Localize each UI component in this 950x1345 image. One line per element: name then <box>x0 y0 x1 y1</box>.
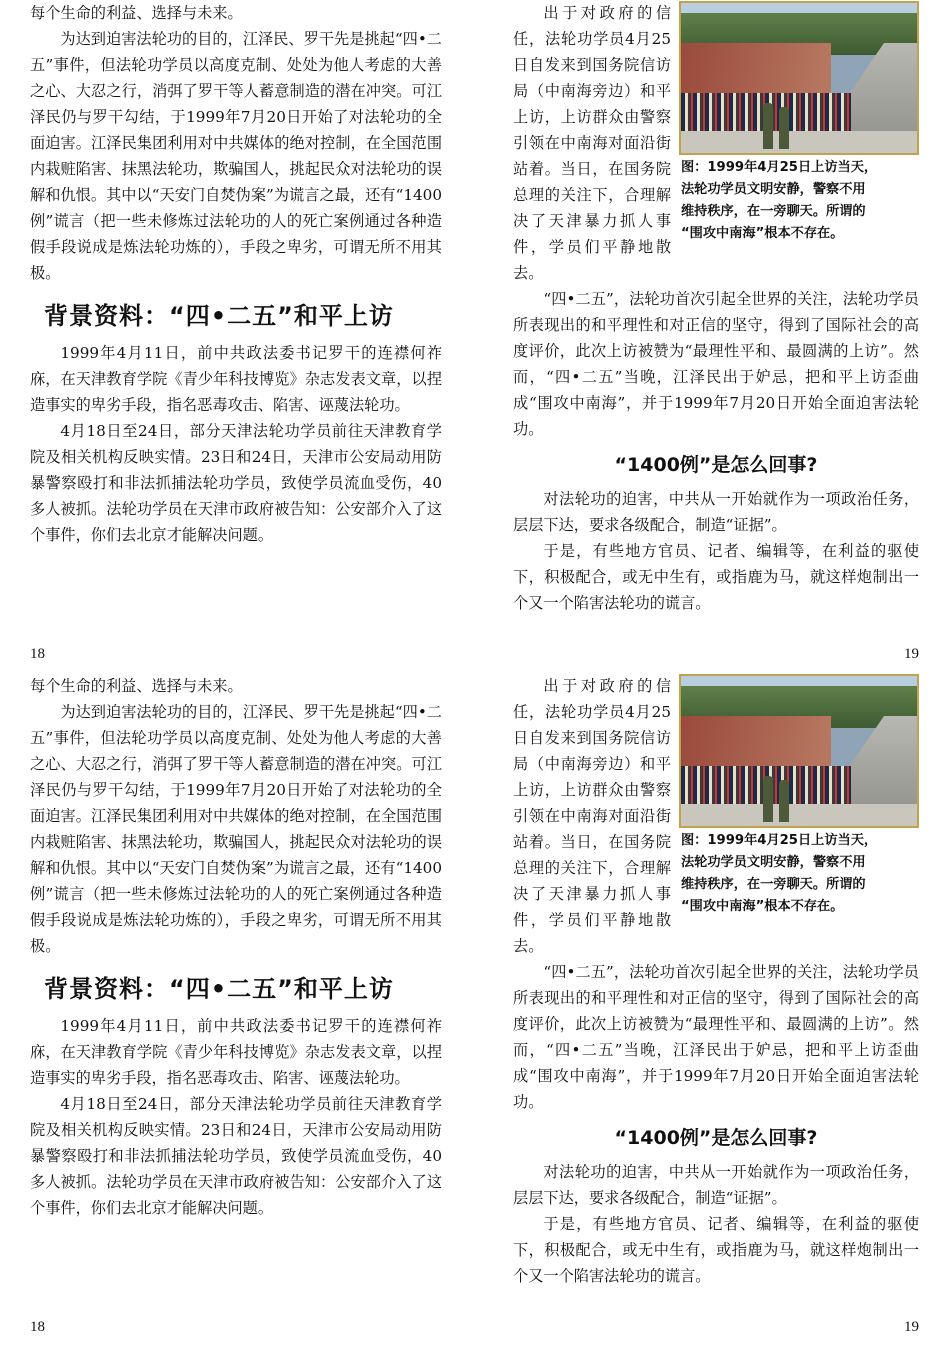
page-19 <box>513 0 919 672</box>
paragraph: 每个生命的利益、选择与未来。 <box>30 4 243 22</box>
spread-top <box>0 0 950 672</box>
caption-line: 法轮功学员文明安静，警察不用 <box>681 855 866 870</box>
paragraph: 为达到迫害法轮功的目的，江泽民、罗干先是挑起“四•二五”事件，但法轮功学员以高度克制、处处为他人考虑的大善之心、大忍之行，消弭了罗干等人蓄意制造的潜在冲突。可江泽民仍与罗干勾结，于1999年7月20日开始了对法轮功的全面迫害。江泽民集团利用对中共媒体的绝对控制，在全国范围内栽赃陷害、抹黑法轮功，欺骗国人，挑起民众对法轮功的误解和仇恨。其中以“天安门自焚伪案”为谎言之最，还有“1400例”谎言（把一些未修炼过法轮功的人的死亡案例通过各种造假手段说成是炼法轮功炼的），手段之卑劣，可谓无所不用其极。 <box>30 703 442 955</box>
paragraph: 为达到迫害法轮功的目的，江泽民、罗干先是挑起“四•二五”事件，但法轮功学员以高度克制、处处为他人考虑的大善之心、大忍之行，消弭了罗干等人蓄意制造的潜在冲突。可江泽民仍与罗干勾结，于1999年7月20日开始了对法轮功的全面迫害。江泽民集团利用对中共媒体的绝对控制，在全国范围内栽赃陷害、抹黑法轮功，欺骗国人，挑起民众对法轮功的误解和仇恨。其中以“天安门自焚伪案”为谎言之最，还有“1400例”谎言（把一些未修炼过法轮功的人的死亡案例通过各种造假手段说成是炼法轮功炼的），手段之卑劣，可谓无所不用其极。 <box>30 30 442 282</box>
paragraph: “四•二五”，法轮功首次引起全世界的关注，法轮功学员所表现出的和平理性和对正信的坚守，得到了国际社会的高度评价，此次上访被赞为“最理性平和、最圆满的上访”。然而，“四•二五”当晚，江泽民出于妒忌，把和平上访歪曲成“围攻中南海”，并于1999年7月20日开始全面迫害法轮功。 <box>513 963 919 1111</box>
paragraph: 4月18日至24日，部分天津法轮功学员前往天津教育学院及相关机构反映实情。23日和24日，天津市公安局动用防暴警察殴打和非法抓捕法轮功学员，致使学员流血受伤，40多人被抓。法轮功学员在天津市政府被告知：公安部介入了这个事件，你们去北京才能解决问题。 <box>30 1095 442 1217</box>
photo-figure <box>679 1 919 245</box>
caption-line: 法轮功学员文明安静，警察不用 <box>681 182 866 197</box>
page-number: 19 <box>904 1319 919 1335</box>
caption-line: “围攻中南海”根本不存在。 <box>681 226 844 241</box>
paragraph: 于是，有些地方官员、记者、编辑等，在利益的驱使下，积极配合，或无中生有，或指鹿为马，就这样炮制出一个又一个陷害法轮功的谎言。 <box>513 1215 919 1285</box>
paragraph: 出于对政府的信任，法轮功学员4月25日自发来到国务院信访局（中南海旁边）和平上访，上访群众由警察引领在中南海对面沿街站着。当日，在国务院总理的关注下，合理解决了天津暴力抓人事件，学员们平静地散去。 <box>513 677 671 955</box>
paragraph: “四•二五”，法轮功首次引起全世界的关注，法轮功学员所表现出的和平理性和对正信的坚守，得到了国际社会的高度评价，此次上访被赞为“最理性平和、最圆满的上访”。然而，“四•二五”当晚，江泽民出于妒忌，把和平上访歪曲成“围攻中南海”，并于1999年7月20日开始全面迫害法轮功。 <box>513 290 919 438</box>
photo-crowd-icon <box>679 674 919 828</box>
paragraph: 于是，有些地方官员、记者、编辑等，在利益的驱使下，积极配合，或无中生有，或指鹿为马，就这样炮制出一个又一个陷害法轮功的谎言。 <box>513 542 919 612</box>
page-number: 18 <box>30 646 45 662</box>
section-heading: 背景资料：“四•二五”和平上访 <box>44 302 394 330</box>
photo-figure <box>679 674 919 918</box>
paragraph: 每个生命的利益、选择与未来。 <box>30 677 243 695</box>
section-subheading: “1400例”是怎么回事? <box>614 1127 818 1149</box>
paragraph: 1999年4月11日，前中共政法委书记罗干的连襟何祚庥，在天津教育学院《青少年科技博览》杂志发表文章，以捏造事实的卑劣手段，指名恶毒攻击、陷害、诬蔑法轮功。 <box>30 344 442 414</box>
section-subheading: “1400例”是怎么回事? <box>614 454 818 476</box>
page-18 <box>30 0 442 672</box>
paragraph: 4月18日至24日，部分天津法轮功学员前往天津教育学院及相关机构反映实情。23日和24日，天津市公安局动用防暴警察殴打和非法抓捕法轮功学员，致使学员流血受伤，40多人被抓。法轮功学员在天津市政府被告知：公安部介入了这个事件，你们去北京才能解决问题。 <box>30 422 442 544</box>
page-number: 19 <box>904 646 919 662</box>
page-number: 18 <box>30 1319 45 1335</box>
caption-line: 图：1999年4月25日上访当天， <box>681 160 878 175</box>
photo-caption <box>679 830 919 918</box>
paragraph: 对法轮功的迫害，中共从一开始就作为一项政治任务，层层下达，要求各级配合，制造“证据”。 <box>513 1163 919 1207</box>
section-heading: 背景资料：“四•二五”和平上访 <box>44 975 394 1003</box>
spread-bottom <box>0 673 950 1345</box>
page-18 <box>30 673 442 1345</box>
paragraph: 对法轮功的迫害，中共从一开始就作为一项政治任务，层层下达，要求各级配合，制造“证据”。 <box>513 490 919 534</box>
caption-line: “围攻中南海”根本不存在。 <box>681 899 844 914</box>
photo-caption <box>679 157 919 245</box>
caption-line: 图：1999年4月25日上访当天， <box>681 833 878 848</box>
caption-line: 维持秩序，在一旁聊天。所谓的 <box>681 877 866 892</box>
paragraph: 出于对政府的信任，法轮功学员4月25日自发来到国务院信访局（中南海旁边）和平上访，上访群众由警察引领在中南海对面沿街站着。当日，在国务院总理的关注下，合理解决了天津暴力抓人事件，学员们平静地散去。 <box>513 4 671 282</box>
paragraph: 1999年4月11日，前中共政法委书记罗干的连襟何祚庥，在天津教育学院《青少年科技博览》杂志发表文章，以捏造事实的卑劣手段，指名恶毒攻击、陷害、诬蔑法轮功。 <box>30 1017 442 1087</box>
photo-crowd-icon <box>679 1 919 155</box>
page-19 <box>513 673 919 1345</box>
caption-line: 维持秩序，在一旁聊天。所谓的 <box>681 204 866 219</box>
